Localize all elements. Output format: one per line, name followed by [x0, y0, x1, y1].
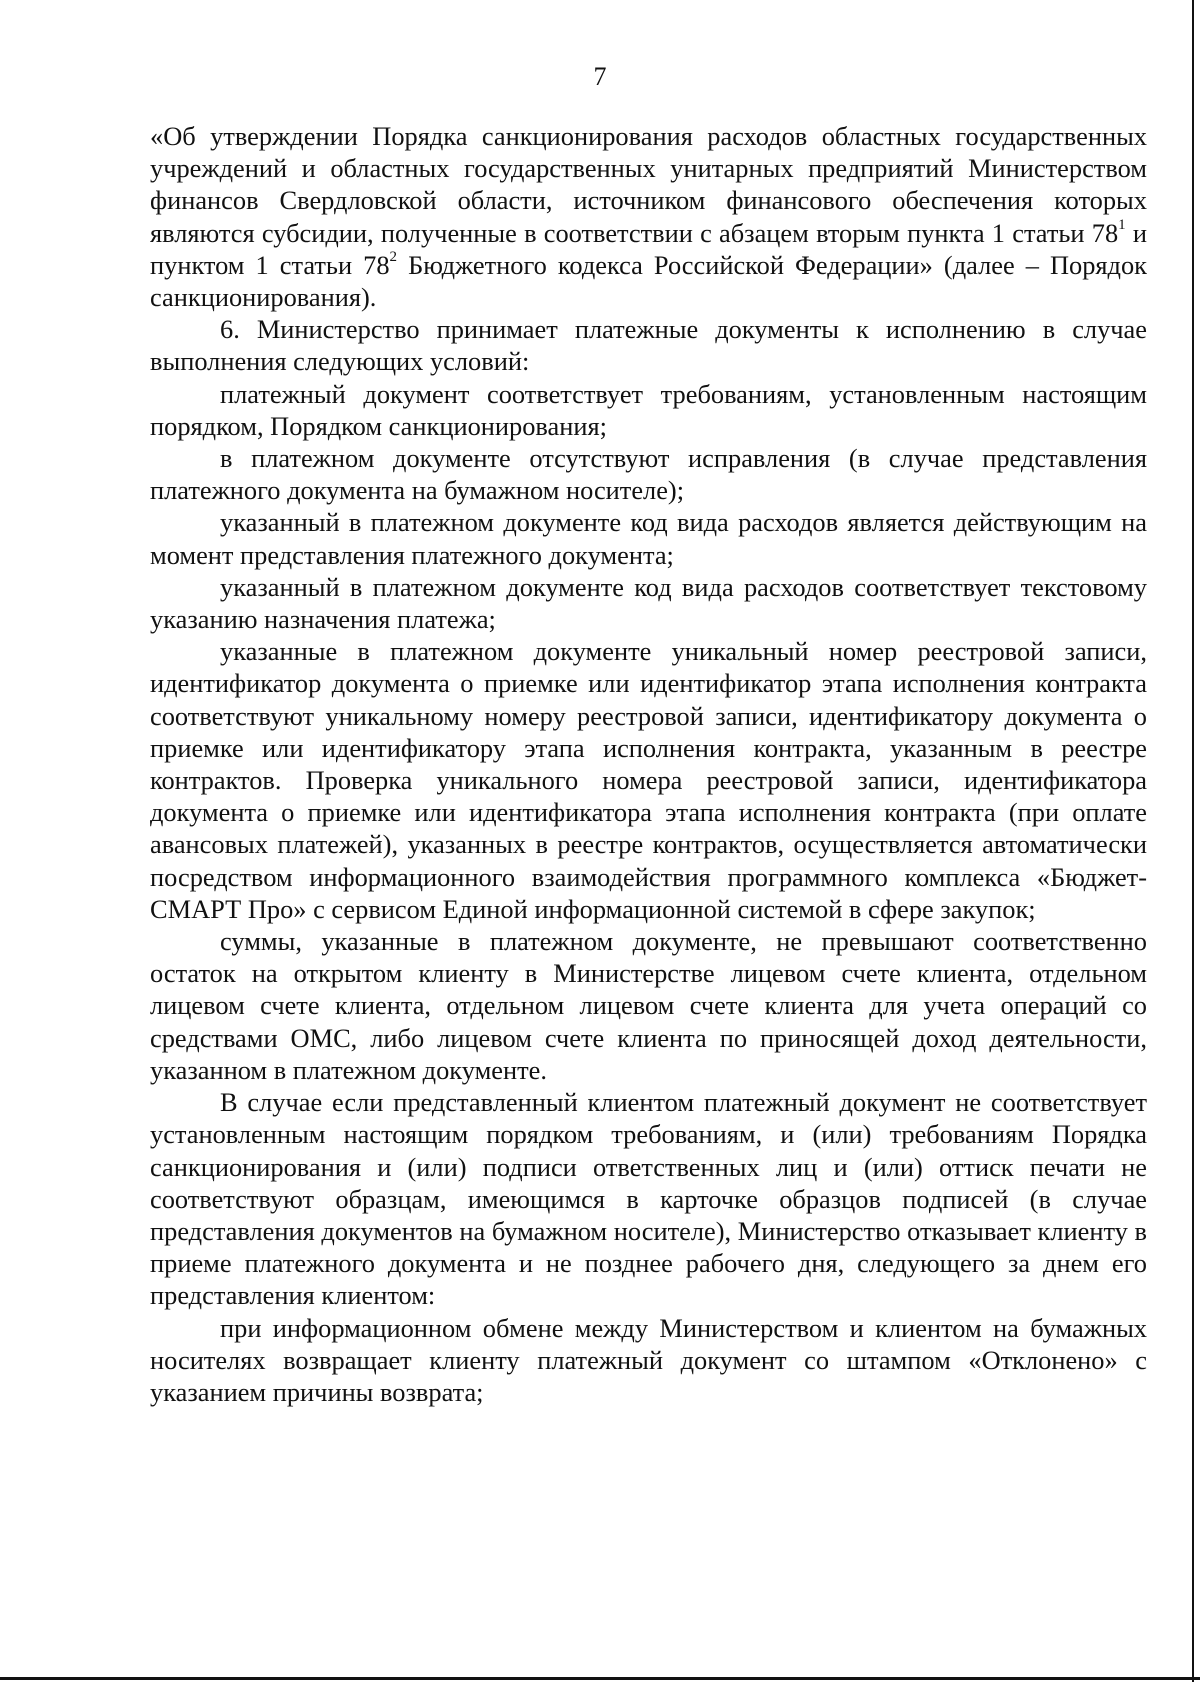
superscript-1: 1 [1118, 216, 1126, 233]
condition-no-corrections: в платежном документе отсутствуют исправления (в случае представления платежного документа на бумажном носителе); [150, 443, 1147, 506]
condition-code-matches: указанный в платежном документе код вида расходов соответствует текстовому указанию назначения платежа; [150, 571, 1147, 635]
intro-text-part-2: и пунктом 1 статьи 78 [150, 217, 1147, 280]
document-body [150, 120, 1147, 1408]
condition-requirements: платежный документ соответствует требованиям, установленным настоящим порядком, Порядком санкционирования; [150, 378, 1147, 441]
scan-border-right [1192, 0, 1194, 1682]
intro-text-part-1: «Об утверждении Порядка санкционирования расходов областных государственных учреждений и областных государственных унитарных предприятий Министерством финансов Свердловской области, источником финансового обеспечения которых являются субсидии, полученные в соответствии с абзацем вторым пункта 1 статьи 78 [150, 121, 1147, 248]
condition-valid-code: указанный в платежном документе код вида расходов является действующим на момент представления платежного документа; [150, 507, 1147, 570]
page-number: 7 [593, 62, 607, 91]
scan-border-bottom [0, 1677, 1200, 1680]
rejection-paragraph: В случае если представленный клиентом платежный документ не соответствует установленным настоящим порядком требованиям, и (или) требованиям Порядка санкционирования и (или) подписи ответственных лиц и (или) оттиск печати не соответствуют образцам, имеющимся в карточке образцов подписей (в случае представления документов на бумажном носителе), Министерство отказывает клиенту в приеме платежного документа и не позднее рабочего дня, следующего за днем его представления клиентом: [150, 1087, 1147, 1311]
superscript-2: 2 [389, 249, 398, 266]
intro-paragraph [150, 120, 1147, 313]
condition-registry-record: указанные в платежном документе уникальный номер реестровой записи, идентификатор документа о приемке или идентификатор этапа исполнения контракта соответствуют уникальному номеру реестровой записи, идентификатору документа о приемке или идентификатору этапа исполнения контракта, указанным в реестре контрактов. Проверка уникального номера реестровой записи, идентификатора документа о приемке или идентификатора этапа исполнения контракта (при оплате авансовых платежей), указанных в реестре контрактов, осуществляется автоматически посредством информационного взаимодействия программного комплекса «Бюджет-СМАРТ Про» с сервисом Единой информационной системой в сфере закупок; [150, 636, 1147, 924]
paragraph-6: 6. Министерство принимает платежные документы к исполнению в случае выполнения следующих условий: [150, 314, 1147, 377]
intro-text-part-3: Бюджетного кодекса Российской Федерации» (далее – Порядок санкционирования). [150, 249, 1147, 313]
paper-exchange-paragraph: при информационном обмене между Министерством и клиентом на бумажных носителях возвращает клиенту платежный документ со штампом «Отклонено» с указанием причины возврата; [150, 1312, 1147, 1407]
condition-amounts: суммы, указанные в платежном документе, не превышают соответственно остаток на открытом клиенту в Министерстве лицевом счете клиента, отдельном лицевом счете клиента, отдельном лицевом счете клиента для учета операций со средствами ОМС, либо лицевом счете клиента по приносящей доход деятельности, указанном в платежном документе. [150, 926, 1147, 1085]
